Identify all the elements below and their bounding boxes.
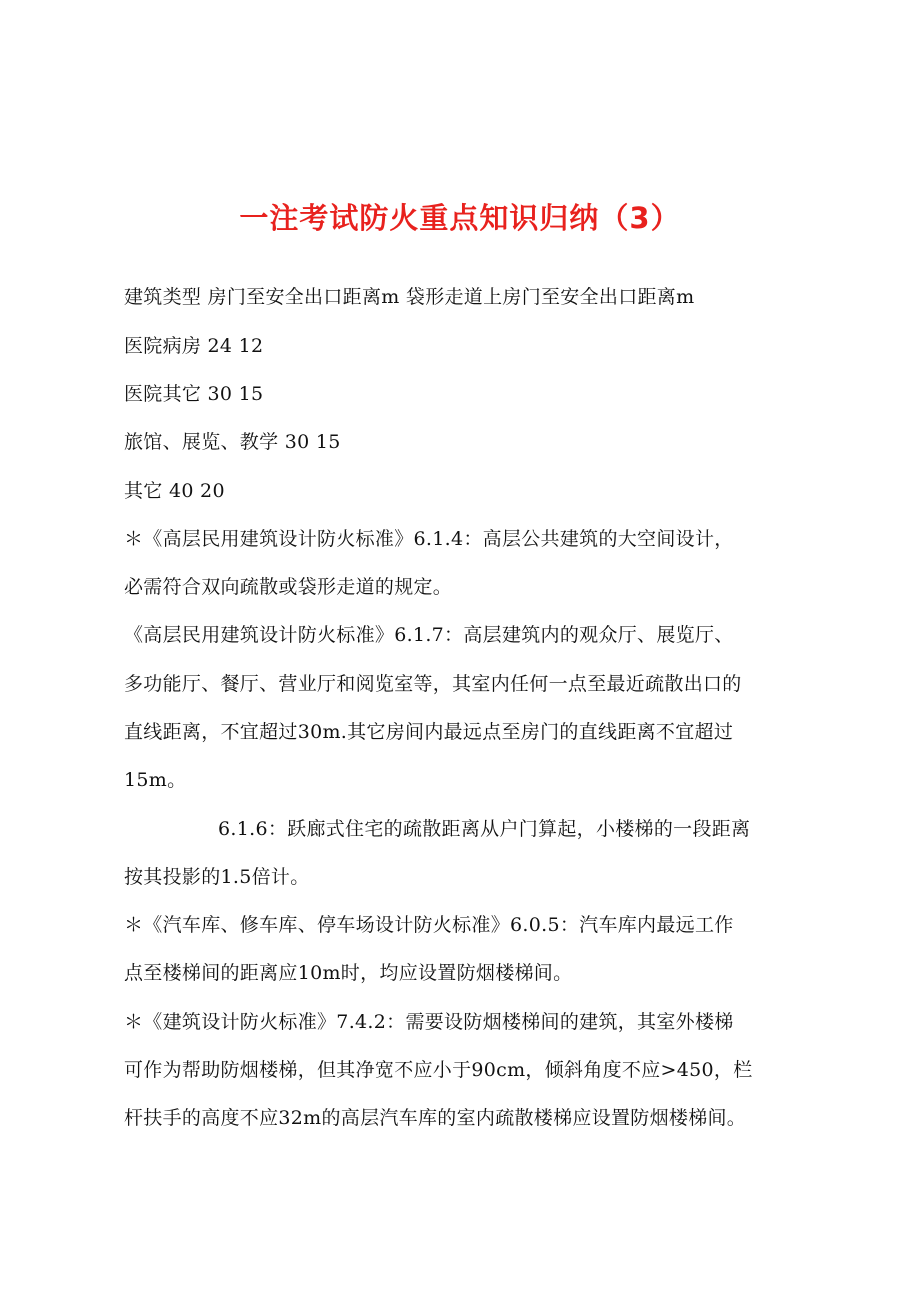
table-row-hospital-ward: 医院病房 24 12	[124, 335, 264, 357]
paragraph-line: 多功能厅、餐厅、营业厅和阅览室等，其室内任何一点至最近疏散出口的	[124, 673, 742, 695]
paragraph-line: 6.1.6：跃廊式住宅的疏散距离从户门算起，小楼梯的一段距离	[218, 818, 751, 840]
paragraph-line: 杆扶手的高度不应32m的高层汽车库的室内疏散楼梯应设置防烟楼梯间。	[124, 1107, 747, 1129]
paragraph-line: 可作为帮助防烟楼梯，但其净宽不应小于90cm，倾斜角度不应>450，栏	[124, 1059, 753, 1081]
paragraph-line: ＊《高层民用建筑设计防火标准》6.1.4：高层公共建筑的大空间设计，	[124, 528, 734, 550]
paragraph-line: ＊《汽车库、修车库、停车场设计防火标准》6.0.5：汽车库内最远工作	[124, 914, 734, 936]
document-title: 一注考试防火重点知识归纳（3）	[239, 201, 681, 235]
table-header-row: 建筑类型 房门至安全出口距离m 袋形走道上房门至安全出口距离m	[124, 286, 695, 308]
paragraph-line: 点至楼梯间的距离应10m时，均应设置防烟楼梯间。	[124, 962, 573, 984]
table-row-hotel-exhibition-teaching: 旅馆、展览、教学 30 15	[124, 431, 341, 453]
paragraph-line: 15m。	[124, 769, 187, 791]
table-row-other: 其它 40 20	[124, 480, 225, 502]
paragraph-line: 《高层民用建筑设计防火标准》6.1.7：高层建筑内的观众厅、展览厅、	[124, 624, 734, 646]
paragraph-line: 按其投影的1.5倍计。	[124, 866, 310, 888]
paragraph-line: 必需符合双向疏散或袋形走道的规定。	[124, 576, 453, 598]
paragraph-line: 直线距离，不宜超过30m.其它房间内最远点至房门的直线距离不宜超过	[124, 721, 734, 743]
paragraph-line: ＊《建筑设计防火标准》7.4.2：需要设防烟楼梯间的建筑，其室外楼梯	[124, 1011, 734, 1033]
table-row-hospital-other: 医院其它 30 15	[124, 383, 264, 405]
